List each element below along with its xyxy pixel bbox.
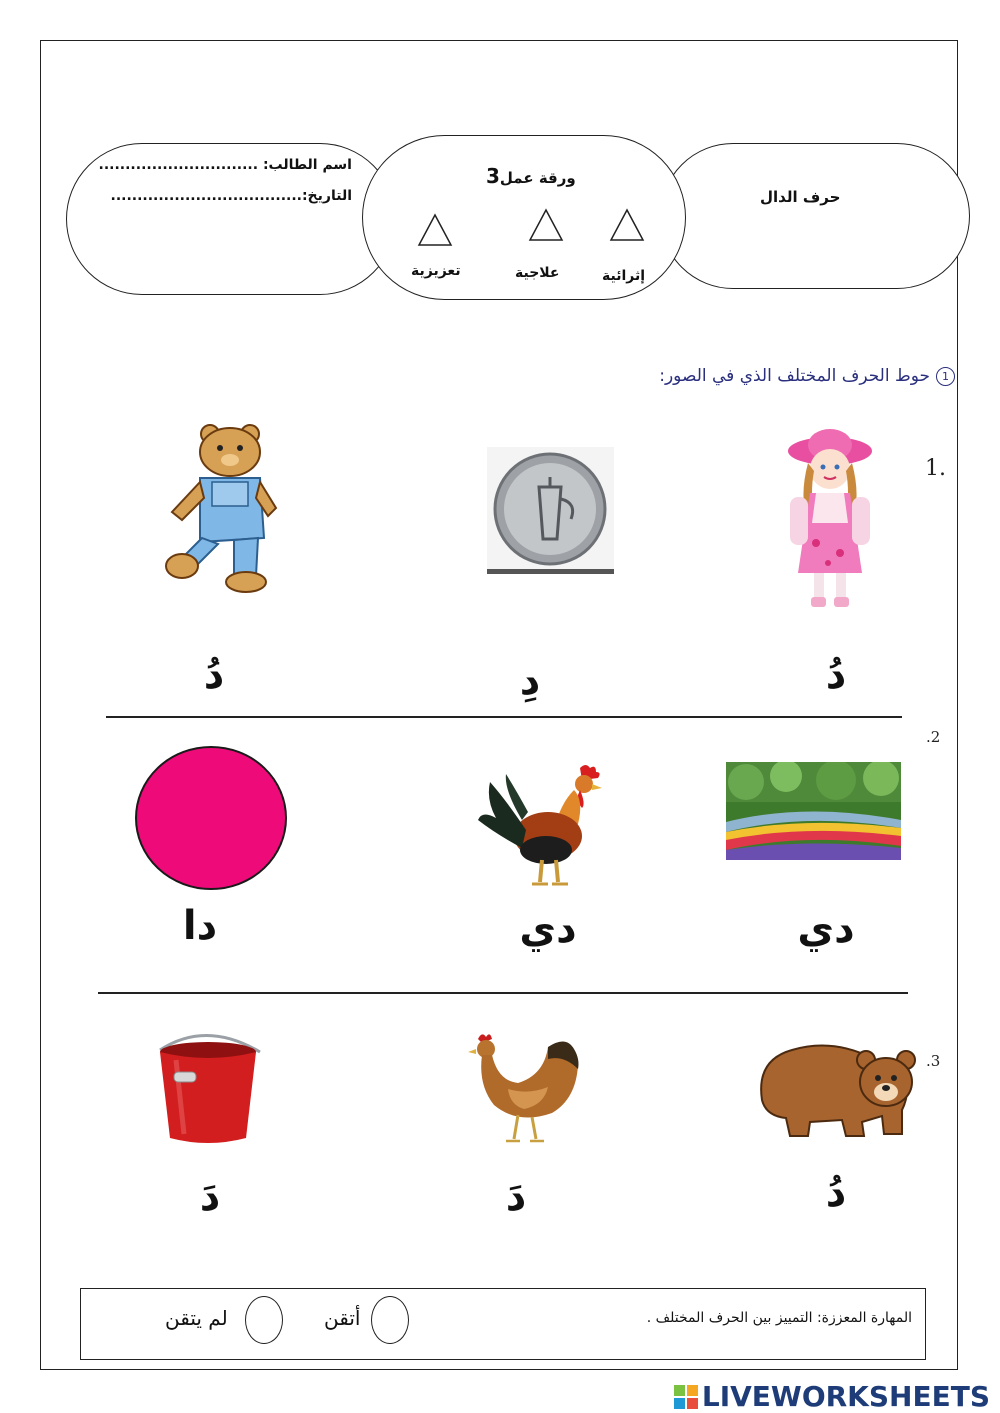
bear-image <box>752 1030 918 1142</box>
remedial-triangle-icon[interactable] <box>528 208 564 242</box>
option-letter[interactable]: دي <box>519 906 577 952</box>
instruction-text: حوط الحرف المختلف الذي في الصور: <box>659 366 930 386</box>
topic-title: حرف الدال <box>760 188 841 206</box>
option-letter[interactable]: دي <box>797 906 855 952</box>
liveworksheets-logo-text: LIVEWORKSHEETS <box>701 1380 990 1413</box>
worksheet-title <box>486 164 576 188</box>
enrichment-triangle-icon[interactable] <box>609 208 645 242</box>
level-remedial-label: علاجية <box>515 265 560 281</box>
not-mastered-label: لم يتقن <box>165 1306 228 1330</box>
not-mastered-circle[interactable] <box>245 1296 283 1344</box>
skill-text: المهارة المعززة: التمييز بين الحرف المختلف . <box>646 1310 912 1326</box>
option-letter[interactable]: دُ <box>825 652 847 698</box>
instruction-number: 1 <box>936 367 955 386</box>
level-reinforcement-label: تعزيزية <box>411 263 461 279</box>
row-separator <box>98 992 908 994</box>
topic-box <box>660 143 970 289</box>
student-name-field[interactable]: اسم الطالب: .............................. <box>98 157 352 173</box>
doll-image <box>750 423 910 613</box>
coin-image <box>487 447 614 574</box>
instruction <box>659 366 955 386</box>
hen-image <box>448 1025 591 1155</box>
date-field[interactable]: التاريخ:.................................... <box>110 188 352 204</box>
option-letter[interactable]: دُ <box>825 1170 847 1216</box>
question-number-3: .3 <box>926 1052 941 1070</box>
row-separator <box>106 716 902 718</box>
rooster-image <box>476 760 606 888</box>
mastered-circle[interactable] <box>371 1296 409 1344</box>
bucket-image <box>156 1030 262 1148</box>
mastered-label: أتقن <box>324 1306 361 1330</box>
option-letter[interactable]: دِ <box>519 658 541 704</box>
option-letter[interactable]: دَ <box>199 1174 221 1220</box>
option-letter[interactable]: دَ <box>505 1174 527 1220</box>
pink-ball-image <box>134 745 288 891</box>
garden-image <box>726 762 901 860</box>
question-number-2: .2 <box>926 728 941 746</box>
reinforcement-triangle-icon[interactable] <box>417 213 453 247</box>
option-letter[interactable]: دُ <box>203 652 225 698</box>
worksheet-title-number: 3 <box>486 164 500 188</box>
liveworksheets-logo-icon <box>674 1385 698 1409</box>
option-letter[interactable]: دا <box>182 903 218 949</box>
question-number-1: 1. <box>925 456 946 481</box>
level-enrichment-label: إثرائية <box>602 268 646 284</box>
liveworksheets-logo <box>674 1380 990 1413</box>
teddy-bear-image <box>160 420 282 598</box>
worksheet-title-prefix: ورقة عمل <box>499 169 576 187</box>
